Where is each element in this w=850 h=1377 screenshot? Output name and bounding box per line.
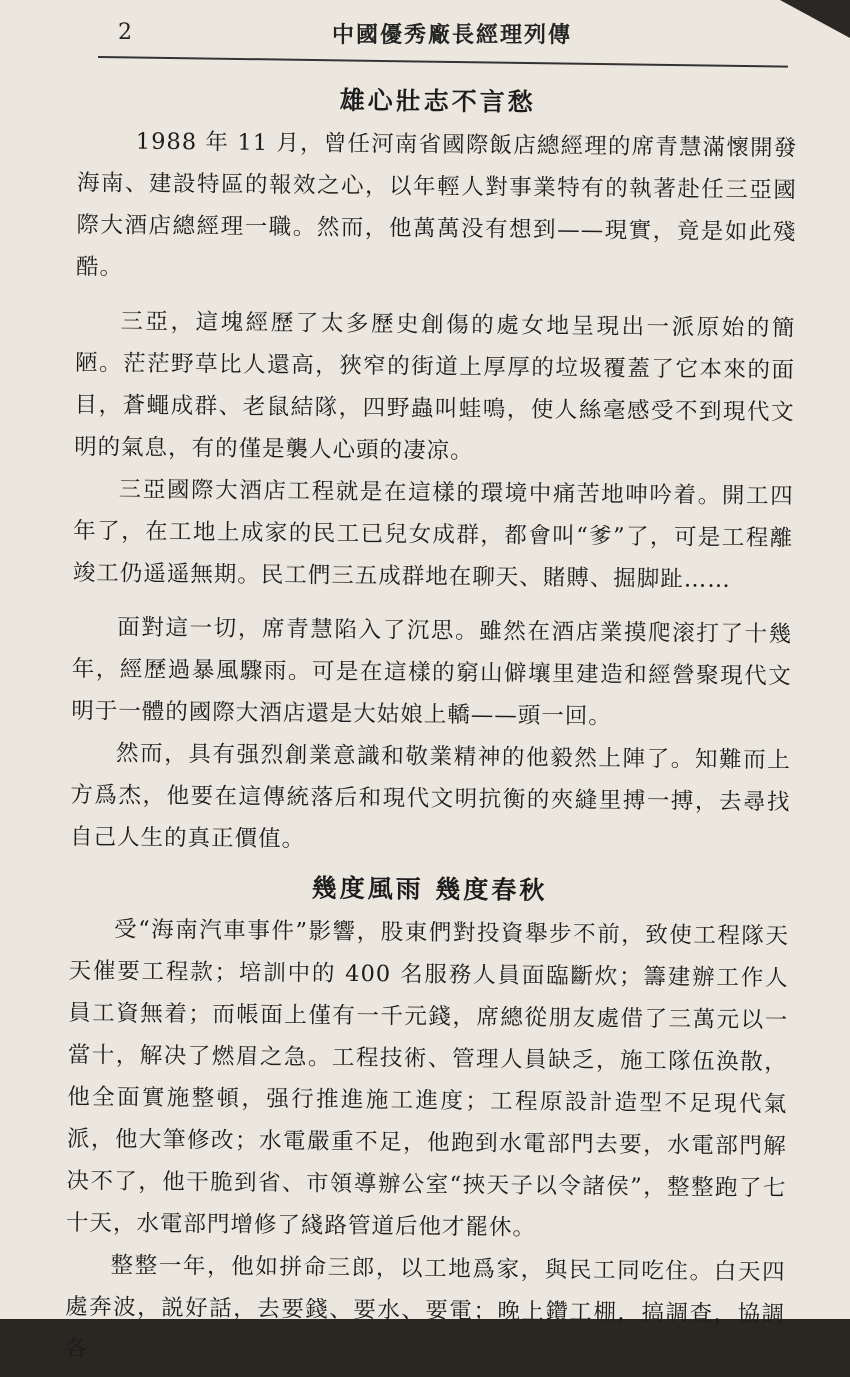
paragraph: 面對這一切，席青慧陷入了沉思。雖然在酒店業摸爬滚打了十幾年，經歷過暴風驟雨。可是在這樣的窮山僻壤里建造和經營聚現代文明于一體的國際大酒店還是大姑娘上轎——頭一回。 bbox=[71, 614, 793, 730]
paragraph: 然而，具有强烈創業意識和敬業精神的他毅然上陣了。知難而上方爲杰，他要在這傳統落后和現代文明抗衡的夾縫里搏一搏，去尋找自己人生的真正價值。 bbox=[69, 740, 792, 853]
paragraph: 三亞，這塊經歷了太多歷史創傷的處女地呈現出一派原始的簡陋。茫茫野草比人還高，狹窄的街道上厚厚的垃圾覆蓋了它本來的面目，蒼蠅成群、老鼠結隊，四野蟲叫蛙鳴，使人絲毫感受不到現代文明的氣息，有的僅是襲人心頭的凄凉。 bbox=[73, 308, 796, 465]
section-title: 雄心壯志不言愁 bbox=[339, 85, 536, 117]
page-number: 2 bbox=[118, 20, 132, 45]
header-rule bbox=[98, 56, 788, 68]
page-body bbox=[64, 78, 797, 1377]
section-title: 幾度風雨 幾度春秋 bbox=[311, 873, 548, 905]
paragraph: 受“海南汽車事件”影響，股東們對投資舉步不前，致使工程隊天天催要工程款；培訓中的 400 名服務人員面臨斷炊；籌建辦工作人員工資無着；而帳面上僅有一千元錢，席總從朋友處借了三萬元以一當十，解决了燃眉之急。工程技術、管理人員缺乏，施工隊伍涣散，他全面實施整頓，强行推進施工進度；工程原設計造型不足現代氣派，他大筆修改；水電嚴重不足，他跑到水電部門去要，水電部門解决不了，他干脆到省、市領導辦公室“挾天子以令諸侯”，整整跑了七十天，水電部門增修了綫路管道后他才罷休。 bbox=[65, 916, 790, 1241]
paragraph: 整整一年，他如拼命三郎，以工地爲家，與民工同吃住。白天四處奔波，説好話，去要錢、要水、要電；晚上鑽工棚，搞調查，協調各 bbox=[64, 1252, 786, 1363]
running-title: 中國優秀廠長經理列傳 bbox=[332, 22, 573, 48]
page-header bbox=[0, 0, 850, 60]
paragraph: 三亞國際大酒店工程就是在這樣的環境中痛苦地呻吟着。開工四年了，在工地上成家的民工已兒女成群，都會叫“爹”了，可是工程離竣工仍遥遥無期。民工們三五成群地在聊天、賭賻、掘脚趾…… bbox=[72, 476, 794, 593]
paragraph: 1988 年 11 月，曾任河南省國際飯店總經理的席青慧滿懷開發海南、建設特區的報效之心，以年輕人對事業特有的執著赴任三亞國際大酒店總經理一職。然而，他萬萬没有想到——現實，竟是如此殘酷。 bbox=[75, 128, 798, 281]
